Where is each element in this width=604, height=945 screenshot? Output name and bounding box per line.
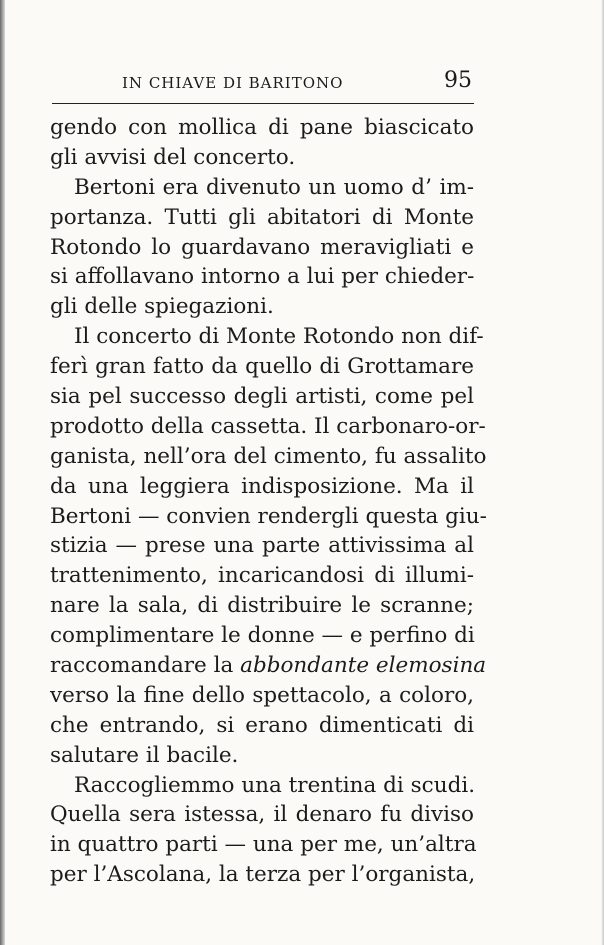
text-line: nare la sala, di distribuire le scranne; — [50, 593, 474, 619]
text-line: sia pel successo degli artisti, come pel — [50, 384, 474, 410]
text-line: ferì gran fatto da quello di Grottamare — [50, 354, 474, 380]
running-head: IN CHIAVE DI BARITONO — [122, 74, 344, 92]
page-header — [50, 64, 474, 100]
line-start: raccomandare la — [50, 653, 241, 679]
text-line: gli avvisi del concerto. — [50, 144, 296, 170]
text-line: trattenimento, incaricandosi di illumi- — [50, 563, 474, 589]
text-line-italic-phrase — [50, 651, 487, 681]
page-number: 95 — [444, 68, 472, 93]
text-line: gendo con mollica di pane biascicato — [50, 115, 474, 140]
text-line: in quattro parti — una per me, un’altra — [50, 832, 477, 858]
text-line: che entrando, si erano dimenticati di — [50, 712, 474, 738]
text-line: gli delle spiegazioni. — [50, 294, 274, 320]
text-line: Raccogliemmo una trentina di scudi. — [74, 772, 476, 798]
text-line: salutare il bacile. — [50, 742, 239, 768]
italic-phrase: abbondante elemosina — [240, 653, 487, 679]
text-line: Bertoni — convien rendergli questa giu- — [50, 503, 487, 529]
text-line: Il concerto di Monte Rotondo non dif- — [74, 324, 484, 350]
text-line: si affollavano intorno a lui per chieder- — [50, 264, 475, 290]
text-line: Quella sera istessa, il denaro fu diviso — [50, 802, 474, 828]
text-line: stizia — prese una parte attivissima al — [50, 533, 474, 559]
text-line: Bertoni era divenuto un uomo d’ im- — [74, 174, 474, 200]
text-line: prodotto della cassetta. Il carbonaro-or- — [50, 413, 486, 439]
text-line: per l’Ascolana, la terza per l’organista, — [50, 862, 476, 888]
text-line: verso la fine dello spettacolo, a coloro, — [50, 682, 474, 708]
text-line: Rotondo lo guardavano meravigliati e — [50, 234, 474, 260]
header-rule — [52, 103, 474, 104]
body-text — [50, 113, 487, 890]
text-line: da una leggiera indisposizione. Ma il — [50, 473, 474, 499]
page-binding-edge — [0, 0, 5, 945]
text-line: portanza. Tutti gli abitatori di Monte — [50, 204, 474, 230]
text-line: ganista, nell’ora del cimento, fu assalito — [50, 443, 487, 469]
text-line: complimentare le donne — e perfino di — [50, 623, 475, 649]
